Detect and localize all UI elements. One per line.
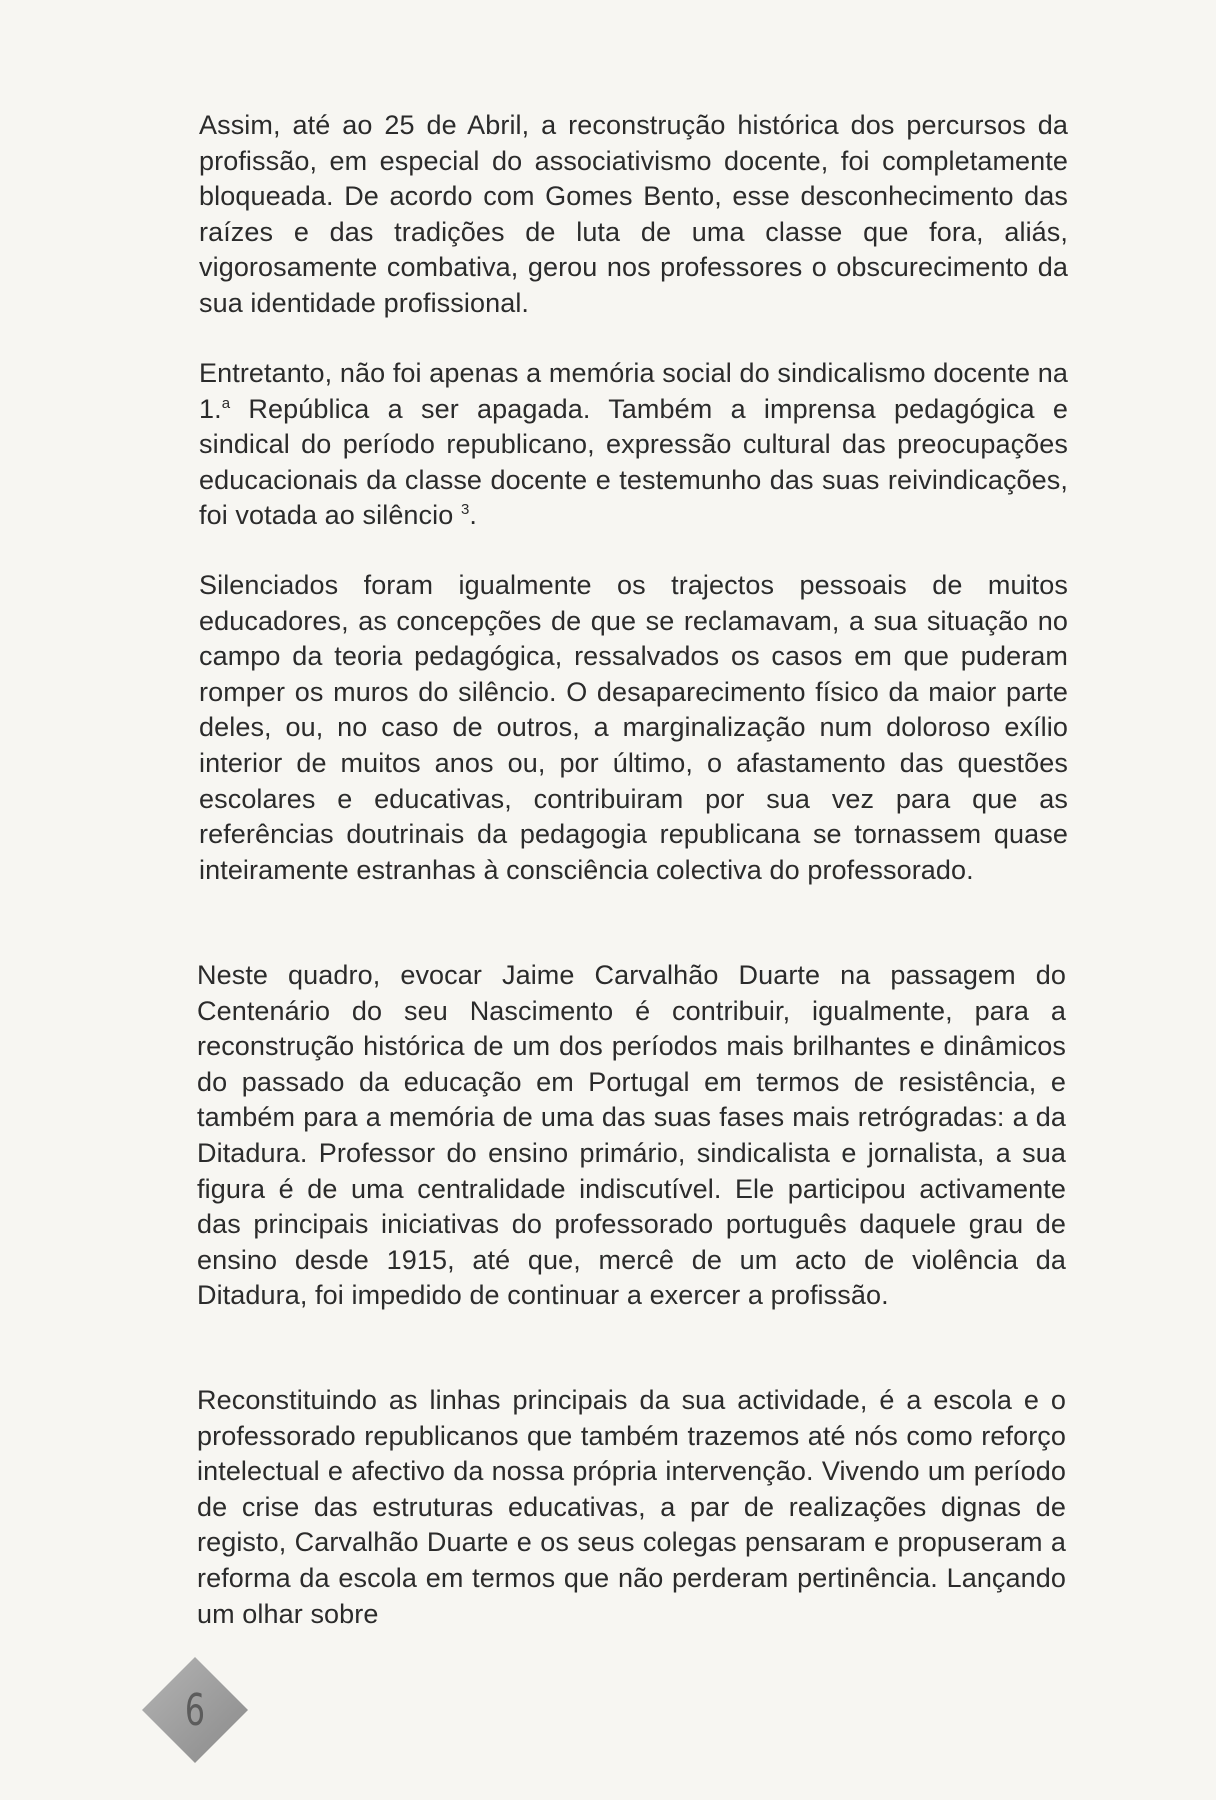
paragraph-1: Assim, até ao 25 de Abril, a reconstrução histórica dos percursos da profissão, em especial do associativismo docente, foi completamente bloqueada. De acordo com Gomes Bento, esse desconhecimento das raízes e das tradições de luta de uma classe que fora, aliás, vigorosamente combativa, gerou nos professores o obscurecimento da sua identidade profissional. xyxy=(199,110,1068,318)
ordinal-indicator: a xyxy=(221,394,231,412)
footnote-marker[interactable]: 3 xyxy=(460,501,470,519)
page-number-badge xyxy=(140,1655,250,1765)
paragraph-2-text-start: Entretanto, não foi apenas a memória social do sindicalismo docente na 1. xyxy=(199,358,1068,424)
paragraph-3: Silenciados foram igualmente os trajectos pessoais de muitos educadores, as concepções de que se reclamavam, a sua situação no campo da teoria pedagógica, ressalvados os casos em que puderam romper os muros do silêncio. O desaparecimento físico da maior parte deles, ou, no caso de outros, a marginalização num doloroso exílio interior de muitos anos ou, por último, o afastamento das questões escolares e educativas, contribuiram por sua vez para que as referências doutrinais da pedagogia republicana se tornassem quase inteiramente estranhas à consciência colectiva do professorado. xyxy=(199,570,1068,885)
page-number: 6 xyxy=(184,1684,206,1736)
paragraph-2 xyxy=(199,356,1068,534)
paragraph-5: Reconstituindo as linhas principais da sua actividade, é a escola e o professorado republicanos que também trazemos até nós como reforço intelectual e afectivo da nossa própria intervenção. Vivendo um período de crise das estruturas educativas, a par de realizações dignas de registo, Carvalhão Duarte e os seus colegas pensaram e propuseram a reforma da escola em termos que não perderam pertinência. Lançando um olhar sobre xyxy=(197,1385,1066,1629)
paragraph-2-text-middle: República a ser apagada. Também a imprensa pedagógica e sindical do período republicano, expressão cultural das preocupações educacionais da classe docente e testemunho das suas reivindicações, foi votada ao silêncio xyxy=(199,393,1068,531)
paragraph-4: Neste quadro, evocar Jaime Carvalhão Duarte na passagem do Centenário do seu Nascimento é contribuir, igualmente, para a reconstrução histórica de um dos períodos mais brilhantes e dinâmicos do passado da educação em Portugal em termos de resistência, e também para a memória de uma das suas fases mais retrógradas: a da Ditadura. Professor do ensino primário, sindicalista e jornalista, a sua figura é de uma centralidade indiscutível. Ele participou activamente das principais iniciativas do professorado português daquele grau de ensino desde 1915, até que, mercê de um acto de violência da Ditadura, foi impedido de continuar a exercer a profissão. xyxy=(197,960,1066,1311)
paragraph-2-text-end: . xyxy=(469,500,478,531)
